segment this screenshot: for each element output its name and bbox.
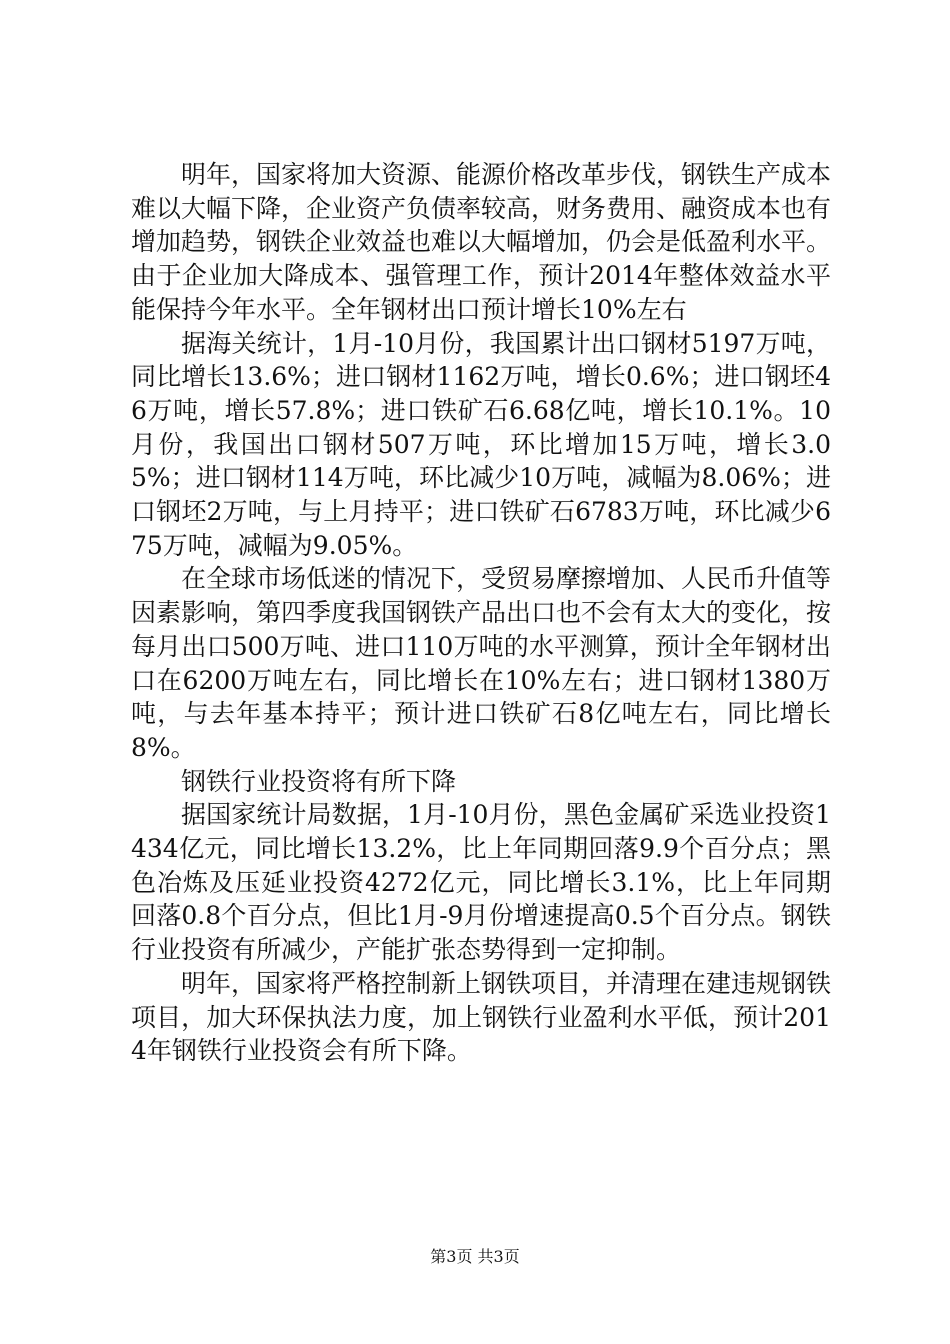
paragraph-customs-statistics: 据海关统计，1月-10月份，我国累计出口钢材5197万吨，同比增长13.6%；进口钢材1162万吨，增长0.6%；进口钢坯46万吨，增长57.8%；进口铁矿石6.68亿吨，增长10.1%。10月份，我国出口钢材507万吨，环比增加15万吨，增长3.05%；进口钢材114万吨，环比减少10万吨，减幅为8.06%；进口钢坯2万吨，与上月持平；进口铁矿石6783万吨，环比减少675万吨，减幅为9.05%。 [131, 328, 831, 560]
section-heading-investment: 钢铁行业投资将有所下降 [181, 766, 457, 796]
paragraph-export-forecast: 在全球市场低迷的情况下，受贸易摩擦增加、人民币升值等因素影响，第四季度我国钢铁产品出口也不会有太大的变化，按每月出口500万吨、进口110万吨的水平测算，预计全年钢材出口在6200万吨左右，同比增长在10%左右；进口钢材1380万吨，与去年基本持平；预计进口铁矿石8亿吨左右，同比增长8%。 [131, 564, 832, 762]
page-number: 第3页 共3页 [430, 1247, 520, 1266]
paragraph-investment-forecast: 明年，国家将严格控制新上钢铁项目，并清理在建违规钢铁项目，加大环保执法力度，加上钢铁行业盈利水平低，预计2014年钢铁行业投资会有所下降。 [131, 968, 832, 1066]
document-body [131, 158, 831, 1068]
page-footer [0, 1244, 950, 1267]
paragraph-profit-outlook: 明年，国家将加大资源、能源价格改革步伐，钢铁生产成本难以大幅下降，企业资产负债率较高，财务费用、融资成本也有增加趋势，钢铁企业效益也难以大幅增加，仍会是低盈利水平。由于企业加大降成本、强管理工作，预计2014年整体效益水平能保持今年水平。全年钢材出口预计增长10%左右 [131, 160, 832, 324]
paragraph-investment-statistics: 据国家统计局数据，1月-10月份，黑色金属矿采选业投资1434亿元，同比增长13.2%，比上年同期回落9.9个百分点；黑色冶炼及压延业投资4272亿元，同比增长3.1%，比上年同期回落0.8个百分点，但比1月-9月份增速提高0.5个百分点。钢铁行业投资有所减少，产能扩张态势得到一定抑制。 [131, 800, 831, 965]
